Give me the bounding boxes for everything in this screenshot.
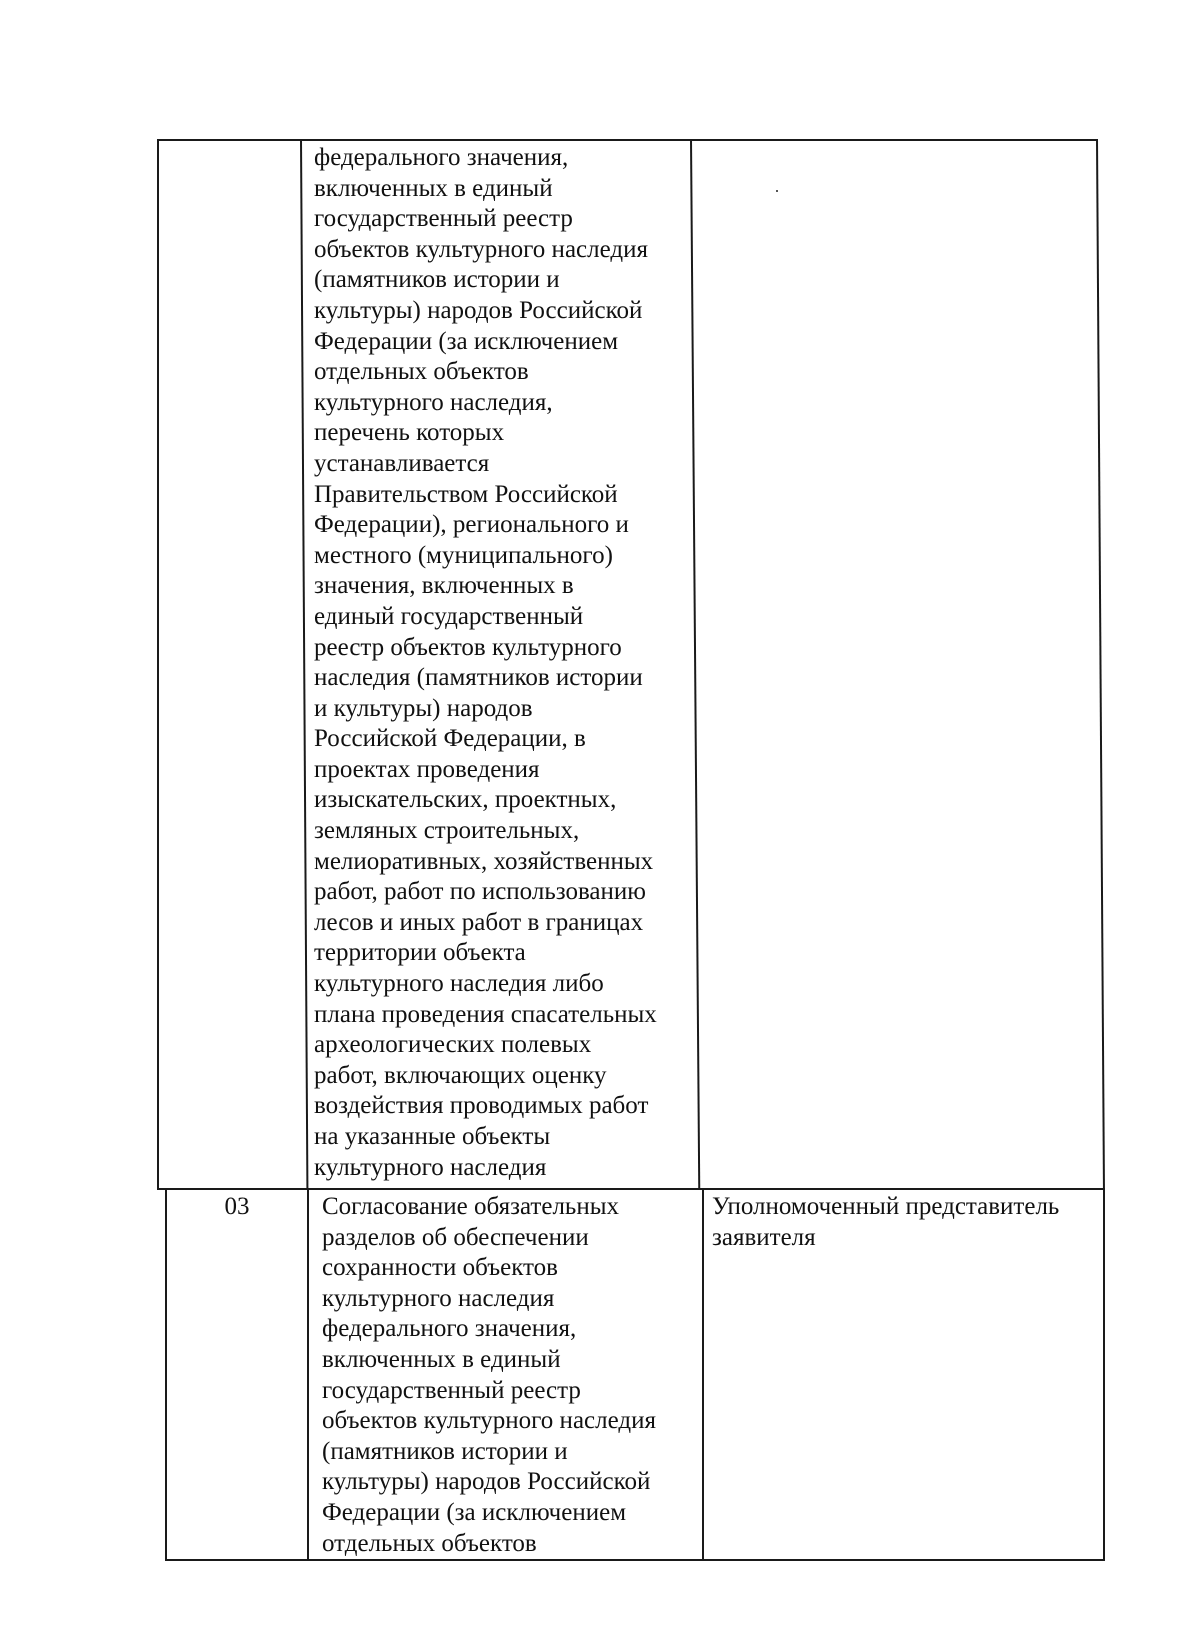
table-top-border (157, 139, 1098, 141)
scan-speck (776, 190, 778, 192)
row-2-applicant: Уполномоченный представитель заявителя (712, 1193, 1060, 1251)
row-2-number: 03 (224, 1193, 250, 1220)
table-col-separator-2-lower (702, 1188, 704, 1561)
row-2-description: Согласование обязательных разделов об обеспечении сохранности объектов культурного наследия федерального значения, включенных в единый государственный реестр объектов культурного наследия (памятников истории и культуры) народов Российской Федерации (за исключением отдельных объектов (322, 1193, 656, 1557)
table-right-border-lower (1103, 1188, 1105, 1561)
table-left-border (157, 139, 159, 1190)
table-col-separator-1 (300, 139, 308, 1190)
table-left-border-lower (165, 1188, 167, 1561)
row-1-description: федерального значения, включенных в единый государственный реестр объектов культурного наследия (памятников истории и культуры) народов Российской Федерации (за исключением отдельных объектов культурного наследия, перечень которых устанавливается Правительством Российской Федерации), регионального и местного (муниципального) значения, включенных в единый государственный реестр объектов культурного наследия (памятников истории и культуры) народов Российской Федерации, в проектах проведения изыскательских, проектных, земляных строительных, мелиоративных, хозяйственных работ, работ по использованию лесов и иных работ в границах территории объекта культурного наследия либо плана проведения спасательных археологических полевых работ, включающих оценку воздействия проводимых работ на указанные объекты культурного наследия (314, 144, 657, 1181)
table-right-border (1096, 139, 1105, 1190)
table-row-separator (159, 1188, 1104, 1190)
table-col-separator-2 (690, 139, 700, 1190)
table-col-separator-1-lower (307, 1188, 309, 1561)
